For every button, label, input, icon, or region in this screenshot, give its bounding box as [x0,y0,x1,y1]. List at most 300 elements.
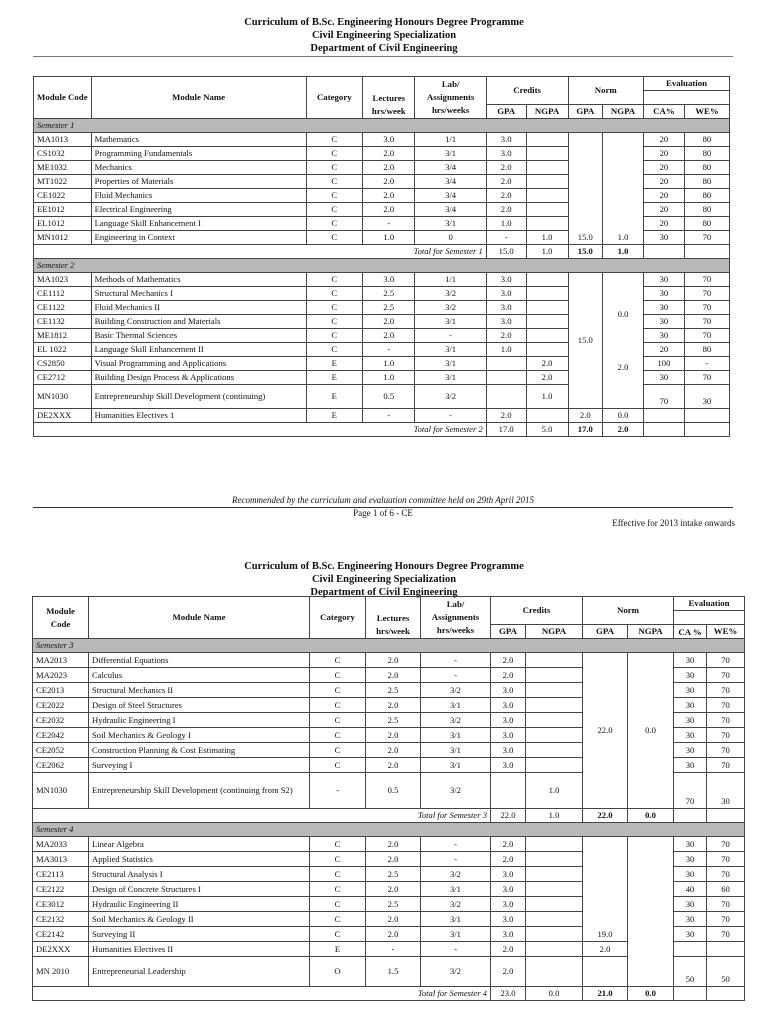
module-name: Design of Concrete Structures I [89,882,310,897]
module-code: MA1013 [34,133,92,147]
module-lab: - [415,409,486,423]
col-module-name: Module Name [89,597,310,639]
total-credits-ngpa: 1.0 [526,245,568,259]
module-code: MA2023 [33,668,89,683]
module-we: 70 [684,301,729,315]
module-code: EL 1022 [34,343,92,357]
module-lectures: 1.0 [363,357,415,371]
module-credits-gpa: 1.0 [486,217,526,231]
module-code: CE2052 [33,743,89,758]
col-module-name: Module Name [91,77,306,119]
norm-ngpa-merged: 0.0 [628,653,674,809]
module-credits-gpa: 1.0 [486,343,526,357]
module-lectures: 2.0 [363,147,415,161]
module-we: 70 [684,287,729,301]
module-code: CE2113 [33,867,89,882]
module-lab: 3/2 [415,287,486,301]
module-category: C [310,867,366,882]
module-lectures: 2.0 [366,653,421,668]
module-credits-ngpa [526,273,568,287]
module-credits-ngpa [526,882,583,897]
module-lectures: 2.0 [366,882,421,897]
semester-total-row [34,245,730,259]
col-ca: CA% [643,105,684,119]
module-name: Building Construction and Materials [91,315,306,329]
module-code: MA2013 [33,653,89,668]
page-header [0,16,768,55]
module-name: Linear Algebra [89,837,310,852]
semester-total-label: Total for Semester 1 [34,245,487,259]
module-name: Soil Mechanics & Geology I [89,728,310,743]
module-code: EE1012 [34,203,92,217]
module-lab: 3/4 [415,161,486,175]
total-ca [643,423,684,437]
module-credits-ngpa [526,728,583,743]
module-credits-gpa [486,371,526,385]
col-evaluation: Evaluation [674,597,745,611]
module-lab: 3/1 [421,698,491,713]
col-norm: Norm [583,597,674,625]
module-category: O [310,957,366,987]
module-lab: 3/1 [421,882,491,897]
module-we: 80 [684,343,729,357]
total-we [684,245,729,259]
semester-label: Semester 3 [33,639,745,653]
module-credits-ngpa [526,957,583,987]
module-lectures: 2.5 [363,301,415,315]
module-code: MN 2010 [33,957,89,987]
header-specialization: Civil Engineering Specialization [311,30,457,41]
module-credits-gpa: 3.0 [491,867,526,882]
module-we: 80 [684,217,729,231]
semester-header-row [34,259,730,273]
module-we: 70 [684,371,729,385]
module-credits-gpa: 2.0 [491,957,526,987]
norm-gpa-merged: 15.0 [568,273,603,409]
module-lectures: 2.0 [366,852,421,867]
total-credits-ngpa: 0.0 [526,987,583,1001]
module-ca: 30 [674,698,707,713]
module-lab: 3/2 [415,385,486,409]
norm-gpa-merged: 15.0 [568,133,603,245]
module-name: Language Skill Enhancement I [91,217,306,231]
module-lectures: 1.0 [363,371,415,385]
module-ca: 30 [674,927,707,942]
module-ca: 70 [674,773,707,809]
total-credits-gpa: 15.0 [486,245,526,259]
semester-label: Semester 2 [34,259,730,273]
module-code: EL1012 [34,217,92,231]
module-we [707,942,745,957]
module-code: CE1132 [34,315,92,329]
semester-total-label: Total for Semester 2 [34,423,487,437]
module-name: Language Skill Enhancement II [91,343,306,357]
total-norm-ngpa: 0.0 [628,987,674,1001]
module-we: - [684,357,729,371]
semester-total-label: Total for Semester 4 [33,987,491,1001]
module-lectures: 2.0 [366,927,421,942]
col-credits-ngpa: NGPA [526,625,583,639]
module-lectures: 2.5 [366,897,421,912]
module-ca: 30 [674,912,707,927]
col-module-code: Module Code [34,77,92,119]
module-code: MN1012 [34,231,92,245]
module-lab: 3/1 [415,217,486,231]
module-lectures: 2.5 [366,713,421,728]
module-lectures: 2.0 [363,315,415,329]
module-name: Visual Programming and Applications [91,357,306,371]
module-lectures: - [366,942,421,957]
module-ca: 30 [643,231,684,245]
module-ca: 20 [643,189,684,203]
module-norm-gpa: 2.0 [583,942,628,957]
module-credits-gpa: 2.0 [486,175,526,189]
module-lab: 3/1 [415,357,486,371]
footer-effective: Effective for 2013 intake onwards [612,518,735,528]
module-code: CE2122 [33,882,89,897]
module-ca: 30 [674,683,707,698]
module-lab: - [421,653,491,668]
module-lab: 3/2 [415,301,486,315]
module-ca [674,942,707,957]
module-credits-gpa: 2.0 [486,203,526,217]
header-department: Department of Civil Engineering [310,587,458,598]
module-name: Basic Thermal Sciences [91,329,306,343]
module-category: - [310,773,366,809]
module-category: C [306,217,363,231]
module-name: Methods of Mathematics [91,273,306,287]
norm-ngpa-merged [628,837,674,987]
module-credits-ngpa [526,758,583,773]
module-lectures: 2.5 [363,287,415,301]
module-category: C [310,912,366,927]
module-credits-gpa [486,385,526,409]
module-lab: 3/2 [421,713,491,728]
module-lectures: 2.5 [366,683,421,698]
module-credits-ngpa [526,867,583,882]
module-lectures: 2.0 [366,837,421,852]
total-norm-ngpa: 2.0 [603,423,644,437]
module-category: E [310,942,366,957]
module-code: CE2042 [33,728,89,743]
col-credits-gpa: GPA [486,105,526,119]
module-credits-ngpa: 1.0 [526,773,583,809]
total-we [707,987,745,1001]
header-department: Department of Civil Engineering [310,43,458,54]
total-norm-ngpa: 0.0 [628,809,674,823]
module-we: 70 [707,758,745,773]
module-lectures: - [363,343,415,357]
module-credits-ngpa [526,217,568,231]
module-code: MT1022 [34,175,92,189]
total-norm-gpa: 21.0 [583,987,628,1001]
semester-header-row [33,823,745,837]
module-lab: - [421,668,491,683]
module-credits-gpa: 3.0 [491,758,526,773]
module-code: MA1023 [34,273,92,287]
module-name: Fluid Mechanics [91,189,306,203]
module-code: CS1032 [34,147,92,161]
module-category: C [306,329,363,343]
module-ca [643,409,684,423]
module-name: Soil Mechanics & Geology II [89,912,310,927]
module-credits-gpa: 3.0 [491,698,526,713]
module-we: 80 [684,133,729,147]
module-ca: 30 [674,728,707,743]
module-credits-gpa: 3.0 [486,147,526,161]
module-we: 60 [707,882,745,897]
module-category: C [306,301,363,315]
semester-total-row [33,987,745,1001]
module-category: C [306,133,363,147]
table-row [33,653,745,668]
semester-total-row [34,423,730,437]
module-ca: 30 [643,301,684,315]
module-lectures: 1.0 [363,231,415,245]
module-category: C [306,161,363,175]
module-lab: 3/2 [421,897,491,912]
col-credits: Credits [491,597,583,625]
module-code: CE2062 [33,758,89,773]
module-name: Construction Planning & Cost Estimating [89,743,310,758]
module-code: CE2013 [33,683,89,698]
module-credits-ngpa [526,912,583,927]
module-category: C [306,273,363,287]
module-lectures: 0.5 [366,773,421,809]
module-ca: 30 [674,713,707,728]
table-row [34,409,730,423]
module-credits-gpa: 2.0 [486,189,526,203]
module-lectures: 2.0 [366,912,421,927]
module-we: 70 [707,698,745,713]
module-ca: 20 [643,203,684,217]
module-ca: 30 [674,758,707,773]
module-lab: 3/1 [421,758,491,773]
module-lectures: 2.0 [366,758,421,773]
semester-label: Semester 1 [34,119,730,133]
module-credits-ngpa [526,189,568,203]
module-credits-ngpa [526,743,583,758]
curriculum-table [33,76,730,437]
module-credits-gpa [491,773,526,809]
curriculum-table [32,596,745,1001]
module-we: 70 [707,653,745,668]
module-norm-gpa [583,957,628,987]
module-ca: 30 [643,315,684,329]
module-name: Electrical Engineering [91,203,306,217]
module-lectures: 2.0 [366,728,421,743]
module-lectures: 2.0 [366,743,421,758]
footer-page-number: Page 1 of 6 - CE [353,508,413,518]
module-code: CE2142 [33,927,89,942]
module-category: C [306,203,363,217]
module-credits-ngpa [526,698,583,713]
table-row [34,273,730,287]
module-credits-gpa: 2.0 [491,837,526,852]
module-category: E [306,385,363,409]
module-code: DE2XXX [33,942,89,957]
module-we: 70 [707,728,745,743]
module-lectures: 2.0 [363,329,415,343]
module-category: C [306,343,363,357]
total-we [707,809,745,823]
module-name: Mathematics [91,133,306,147]
module-credits-gpa: 3.0 [491,728,526,743]
module-credits-gpa: 3.0 [491,743,526,758]
page-header [0,560,768,599]
module-category: C [306,231,363,245]
module-credits-ngpa [526,683,583,698]
module-lectures: 2.0 [366,698,421,713]
module-lab: 0 [415,231,486,245]
header-title: Curriculum of B.Sc. Engineering Honours Degree Programme [244,17,524,28]
module-credits-gpa: - [486,231,526,245]
module-lab: 3/4 [415,203,486,217]
module-lab: 3/1 [421,728,491,743]
module-code: CS2850 [34,357,92,371]
total-credits-ngpa: 1.0 [526,809,583,823]
module-ca: 30 [674,743,707,758]
module-category: C [310,837,366,852]
col-norm: Norm [568,77,643,105]
module-credits-ngpa [526,409,568,423]
module-lectures: 2.5 [366,867,421,882]
module-credits-ngpa [526,713,583,728]
module-lectures: 0.5 [363,385,415,409]
module-category: C [310,653,366,668]
module-credits-gpa: 2.0 [486,161,526,175]
col-credits-gpa: GPA [491,625,526,639]
module-lab: 3/1 [415,147,486,161]
module-credits-ngpa [526,301,568,315]
semester-header-row [33,639,745,653]
total-norm-gpa: 22.0 [583,809,628,823]
module-ca: 30 [674,668,707,683]
module-ca: 20 [643,343,684,357]
col-category: Category [310,597,366,639]
module-lab: 3/1 [421,743,491,758]
module-code: MN1030 [33,773,89,809]
module-credits-ngpa [526,203,568,217]
module-lab: - [421,852,491,867]
module-we: 70 [707,867,745,882]
module-category: C [310,683,366,698]
module-category: C [310,927,366,942]
col-norm-gpa: GPA [568,105,603,119]
module-name: Calculus [89,668,310,683]
module-name: Engineering in Context [91,231,306,245]
module-code: DE2XXX [34,409,92,423]
col-credits: Credits [486,77,568,105]
col-we: WE% [684,105,729,119]
module-credits-gpa: 3.0 [491,882,526,897]
module-code: CE1112 [34,287,92,301]
module-we: 80 [684,203,729,217]
module-we: 30 [707,773,745,809]
module-credits-gpa: 3.0 [486,287,526,301]
module-credits-gpa [486,357,526,371]
header-specialization: Civil Engineering Specialization [311,574,457,585]
module-name: Programming Fundamentals [91,147,306,161]
module-category: C [310,668,366,683]
module-lectures: 3.0 [363,133,415,147]
module-name: Hydraulic Engineering I [89,713,310,728]
module-code: CE1022 [34,189,92,203]
module-ca: 50 [674,957,707,987]
footer-recommended: Recommended by the curriculum and evaluation committee held on 29th April 2015 [231,495,535,505]
module-lab: 3/2 [421,867,491,882]
module-ca: 20 [643,133,684,147]
module-ca: 30 [643,371,684,385]
module-code: CE2032 [33,713,89,728]
total-norm-gpa: 17.0 [568,423,603,437]
module-lab: 3/1 [415,315,486,329]
header-title: Curriculum of B.Sc. Engineering Honours Degree Programme [244,561,524,572]
semester-label: Semester 4 [33,823,745,837]
module-credits-gpa: 3.0 [486,273,526,287]
module-category: C [310,852,366,867]
module-we: 70 [684,329,729,343]
module-we: 80 [684,189,729,203]
col-lectures: Lectures hrs/week [363,77,415,119]
module-code: CE3012 [33,897,89,912]
module-credits-ngpa [526,315,568,329]
module-we: 50 [707,957,745,987]
module-lab: 1/1 [415,133,486,147]
module-credits-ngpa [526,942,583,957]
header-divider [33,56,733,57]
module-ca: 30 [643,287,684,301]
module-credits-gpa: 2.0 [491,668,526,683]
total-credits-gpa: 23.0 [491,987,526,1001]
module-lab: - [421,837,491,852]
module-credits-ngpa [526,161,568,175]
module-code: ME1812 [34,329,92,343]
module-name: Entrepreneurship Skill Development (continuing from S2) [89,773,310,809]
col-we: WE% [707,625,745,639]
module-name: Surveying II [89,927,310,942]
module-name: Structural Mechanics II [89,683,310,698]
module-credits-ngpa [526,343,568,357]
total-ca [643,245,684,259]
norm-gpa-merged: 22.0 [583,653,628,809]
module-category: E [306,357,363,371]
module-we: 80 [684,175,729,189]
module-we: 70 [707,897,745,912]
module-norm-gpa: 2.0 [568,409,603,423]
col-norm-ngpa: NGPA [628,625,674,639]
module-we: 70 [684,231,729,245]
norm-ngpa-merged: 1.0 [603,133,644,245]
module-name: Humanities Electives 1 [91,409,306,423]
module-category: C [310,897,366,912]
module-lab: 3/1 [415,371,486,385]
module-ca: 30 [674,867,707,882]
module-name: Mechanics [91,161,306,175]
col-module-code: Module Code [33,597,89,639]
col-lectures: Lectures hrs/week [366,597,421,639]
module-credits-ngpa: 2.0 [526,371,568,385]
module-name: Structural Mechanics I [91,287,306,301]
module-credits-ngpa [526,133,568,147]
module-lab: 3/2 [421,773,491,809]
module-lab: 1/1 [415,273,486,287]
col-credits-ngpa: NGPA [526,105,568,119]
module-category: C [306,147,363,161]
module-lab: 3/1 [421,912,491,927]
semester-header-row [34,119,730,133]
col-category: Category [306,77,363,119]
